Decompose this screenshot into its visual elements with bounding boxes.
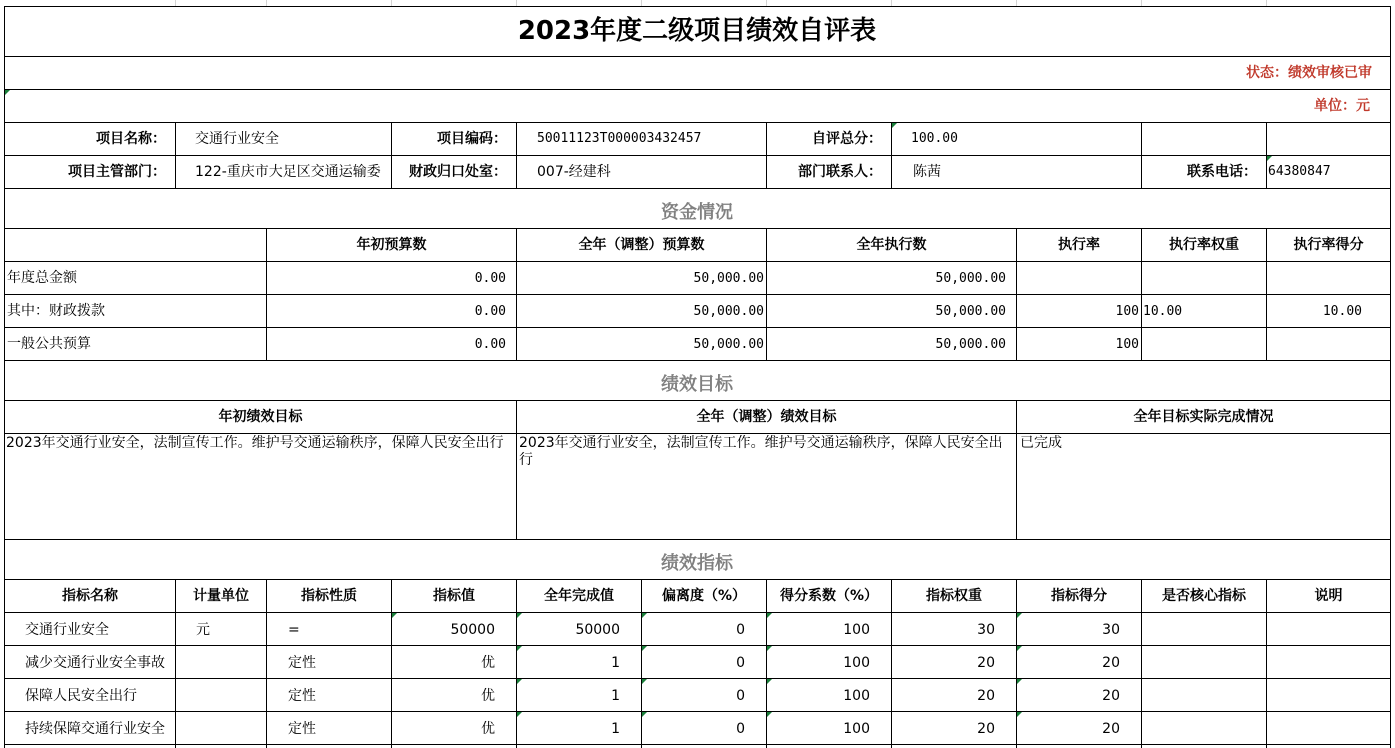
cell-marker-icon — [517, 646, 522, 651]
funds-cell[interactable]: 100 — [1115, 337, 1139, 352]
goals-initial-text[interactable]: 2023年交通行业安全，法制宣传工作。维护号交通运输秩序，保障人民安全出行 — [6, 435, 504, 451]
ind-cell-unit[interactable]: 元 — [196, 622, 210, 638]
funds-header-weight: 执行率权重 — [1169, 237, 1239, 253]
funds-cell[interactable]: 50,000.00 — [693, 337, 764, 352]
project-code-label: 项目编码： — [437, 131, 507, 147]
ind-header-nature: 指标性质 — [301, 588, 357, 604]
ind-cell-deviation[interactable]: 0 — [736, 655, 745, 671]
cell-marker-icon — [642, 679, 647, 684]
funds-section-title: 资金情况 — [661, 202, 733, 223]
ind-cell-target[interactable]: 50000 — [450, 622, 495, 638]
ind-cell-name[interactable]: 减少交通行业安全事故 — [25, 655, 165, 671]
ind-header-coef: 得分系数（%） — [779, 588, 879, 604]
ind-header-unit: 计量单位 — [193, 588, 249, 604]
ind-cell-nature[interactable]: 定性 — [288, 688, 316, 704]
cell-marker-icon — [1017, 646, 1022, 651]
cell-marker-icon — [767, 646, 772, 651]
ind-cell-actual[interactable]: 1 — [611, 688, 620, 704]
contact-value[interactable]: 陈茜 — [913, 164, 941, 180]
funds-header-initial: 年初预算数 — [356, 237, 427, 253]
ind-cell-actual[interactable]: 50000 — [575, 622, 620, 638]
cell-marker-icon — [1017, 712, 1022, 717]
ind-cell-score[interactable]: 20 — [1102, 688, 1120, 704]
goals-adjusted-text[interactable]: 2023年交通行业安全，法制宣传工作。维护号交通运输秩序，保障人民安全出行 — [519, 435, 1003, 468]
ind-header-note: 说明 — [1314, 588, 1343, 604]
funds-header-score: 执行率得分 — [1293, 237, 1364, 253]
ind-header-score: 指标得分 — [1051, 588, 1107, 604]
ind-header-name: 指标名称 — [62, 588, 118, 604]
funds-header-rate: 执行率 — [1058, 237, 1100, 253]
ind-header-target: 指标值 — [433, 588, 475, 604]
ind-cell-deviation[interactable]: 0 — [736, 688, 745, 704]
project-name-label: 项目名称： — [96, 131, 166, 147]
cell-marker-icon — [767, 613, 772, 618]
funds-cell[interactable]: 10.00 — [1143, 304, 1183, 319]
cell-marker-icon — [767, 679, 772, 684]
cell-marker-icon — [1017, 613, 1022, 618]
funds-cell[interactable]: 0.00 — [474, 304, 506, 319]
status-text: 状态：绩效审核已审 — [1246, 65, 1372, 81]
finance-dept-value[interactable]: 007-经建科 — [537, 164, 611, 180]
funds-cell[interactable]: 10.00 — [1322, 304, 1362, 319]
funds-header-adjusted: 全年（调整）预算数 — [578, 237, 705, 253]
goals-header-actual: 全年目标实际完成情况 — [1133, 409, 1274, 425]
ind-cell-actual[interactable]: 1 — [611, 721, 620, 737]
cell-marker-icon — [892, 123, 897, 128]
ind-cell-nature[interactable]: 定性 — [288, 655, 316, 671]
contact-label: 部门联系人： — [798, 164, 882, 180]
goals-header-initial: 年初绩效目标 — [218, 409, 303, 425]
self-score-label: 自评总分： — [812, 131, 882, 147]
funds-row-label: 其中：财政拨款 — [7, 303, 105, 319]
funds-row-label: 年度总金额 — [7, 270, 77, 286]
cell-marker-icon — [517, 613, 522, 618]
ind-cell-score[interactable]: 20 — [1102, 655, 1120, 671]
cell-marker-icon — [1267, 156, 1272, 161]
funds-cell[interactable]: 0.00 — [474, 271, 506, 286]
funds-header-executed: 全年执行数 — [856, 237, 927, 253]
cell-marker-icon — [642, 613, 647, 618]
ind-cell-nature[interactable]: 定性 — [288, 721, 316, 737]
ind-cell-actual[interactable]: 1 — [611, 655, 620, 671]
ind-cell-target[interactable]: 优 — [481, 655, 495, 671]
cell-marker-icon — [517, 712, 522, 717]
funds-row-label: 一般公共预算 — [7, 336, 91, 352]
ind-header-weight: 指标权重 — [926, 588, 982, 604]
ind-header-deviation: 偏离度（%） — [661, 588, 747, 604]
unit-text: 单位：元 — [1314, 98, 1370, 114]
ind-cell-nature[interactable]: = — [288, 622, 300, 638]
ind-cell-coef[interactable]: 100 — [843, 688, 870, 704]
dept-value[interactable]: 122-重庆市大足区交通运输委 — [195, 164, 381, 180]
self-score-value[interactable]: 100.00 — [911, 131, 958, 146]
ind-cell-name[interactable]: 交通行业安全 — [25, 622, 109, 638]
phone-value[interactable]: 64380847 — [1268, 164, 1331, 179]
ind-cell-coef[interactable]: 100 — [843, 622, 870, 638]
cell-marker-icon — [767, 712, 772, 717]
ind-cell-weight[interactable]: 20 — [977, 688, 995, 704]
goals-header-adjusted: 全年（调整）绩效目标 — [696, 409, 837, 425]
ind-cell-coef[interactable]: 100 — [843, 655, 870, 671]
indicators-section-title: 绩效指标 — [661, 553, 733, 574]
cell-marker-icon — [5, 90, 10, 95]
funds-cell[interactable]: 50,000.00 — [935, 271, 1006, 286]
dept-label: 项目主管部门： — [68, 164, 166, 180]
ind-cell-score[interactable]: 30 — [1102, 622, 1120, 638]
funds-cell[interactable]: 0.00 — [474, 337, 506, 352]
ind-cell-target[interactable]: 优 — [481, 721, 495, 737]
ind-cell-deviation[interactable]: 0 — [736, 721, 745, 737]
ind-header-core: 是否核心指标 — [1162, 588, 1246, 604]
ind-cell-deviation[interactable]: 0 — [736, 622, 745, 638]
phone-label: 联系电话： — [1187, 164, 1257, 180]
ind-cell-weight[interactable]: 20 — [977, 721, 995, 737]
cell-marker-icon — [642, 646, 647, 651]
funds-cell[interactable]: 50,000.00 — [693, 304, 764, 319]
project-name-value[interactable]: 交通行业安全 — [195, 131, 279, 147]
cell-marker-icon — [517, 679, 522, 684]
goals-section-title: 绩效目标 — [661, 374, 733, 395]
ind-cell-name[interactable]: 持续保障交通行业安全 — [25, 721, 165, 737]
finance-dept-label: 财政归口处室： — [409, 164, 507, 180]
goals-actual-text[interactable]: 已完成 — [1020, 435, 1062, 451]
ind-cell-name[interactable]: 保障人民安全出行 — [25, 688, 137, 704]
cell-marker-icon — [1017, 679, 1022, 684]
cell-marker-icon — [392, 613, 397, 618]
cell-marker-icon — [642, 712, 647, 717]
funds-cell[interactable]: 50,000.00 — [935, 304, 1006, 319]
page-title: 2023年度二级项目绩效自评表 — [517, 16, 877, 46]
ind-cell-weight[interactable]: 20 — [977, 655, 995, 671]
project-code-value[interactable]: 50011123T000003432457 — [537, 131, 702, 146]
funds-cell[interactable]: 50,000.00 — [693, 271, 764, 286]
funds-cell[interactable]: 100 — [1115, 304, 1139, 319]
ind-cell-target[interactable]: 优 — [481, 688, 495, 704]
ind-cell-weight[interactable]: 30 — [977, 622, 995, 638]
funds-cell[interactable]: 50,000.00 — [935, 337, 1006, 352]
ind-header-actual: 全年完成值 — [544, 588, 614, 604]
ind-cell-score[interactable]: 20 — [1102, 721, 1120, 737]
ind-cell-coef[interactable]: 100 — [843, 721, 870, 737]
